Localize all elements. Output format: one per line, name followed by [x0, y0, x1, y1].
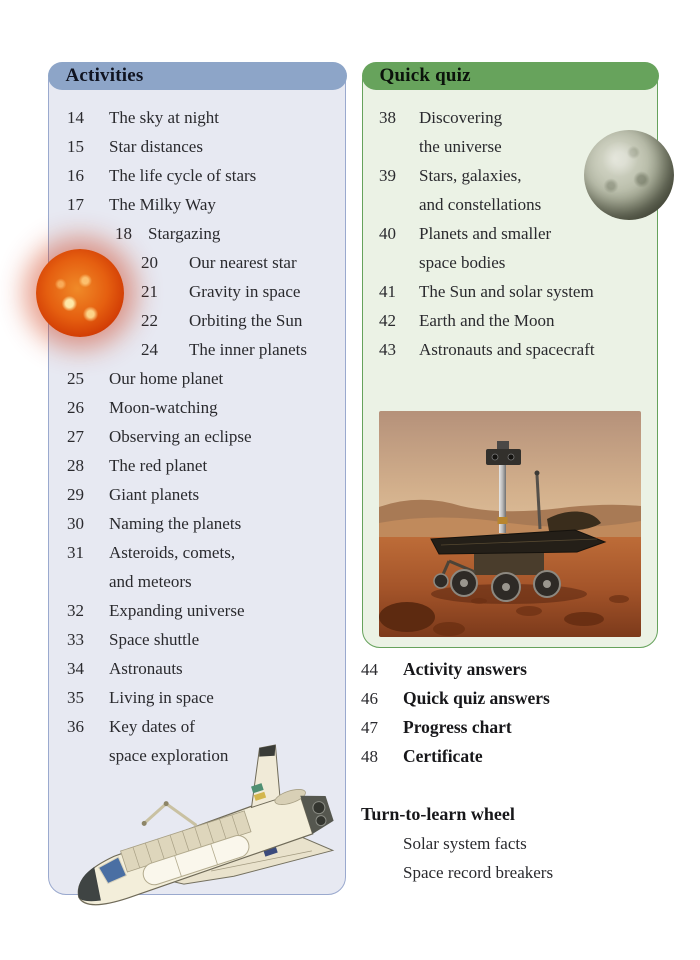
- toc-row: [49, 625, 345, 654]
- toc-label: Earth and the Moon: [419, 311, 555, 330]
- toc-row: [49, 393, 345, 422]
- space-shuttle-cutaway-illustration: [55, 742, 355, 912]
- page-number: 43: [379, 340, 396, 359]
- page-number: 41: [379, 282, 396, 301]
- toc-label: Asteroids, comets,: [109, 543, 236, 562]
- page-number: 26: [67, 398, 84, 417]
- activities-title: Activities: [65, 64, 144, 86]
- page-number: 15: [67, 137, 84, 156]
- toc-label: Orbiting the Sun: [189, 311, 303, 330]
- toc-label: The sky at night: [109, 108, 220, 127]
- page-number: 48: [361, 747, 378, 766]
- toc-row: [49, 538, 345, 567]
- wheel-items: [361, 829, 661, 887]
- page-number: 18: [115, 224, 132, 243]
- page-number: 39: [379, 166, 396, 185]
- toc-label: and meteors: [109, 572, 192, 591]
- toc-row: [49, 422, 345, 451]
- toc-row: [49, 480, 345, 509]
- toc-row: [361, 742, 661, 771]
- toc-label: Planets and smaller: [419, 224, 552, 243]
- toc-label: The inner planets: [189, 340, 308, 359]
- toc-row: [49, 596, 345, 625]
- toc-label: Gravity in space: [189, 282, 301, 301]
- toc-label: Expanding universe: [109, 601, 245, 620]
- page-number: 31: [67, 543, 84, 562]
- toc-label: Certificate: [403, 746, 483, 766]
- mars-rover-photo: [379, 411, 641, 637]
- toc-label: Progress chart: [403, 717, 512, 737]
- page-number: 14: [67, 108, 84, 127]
- page-number: 44: [361, 660, 378, 679]
- toc-label: Observing an eclipse: [109, 427, 252, 446]
- page-number: 33: [67, 630, 84, 649]
- back-matter-list: [361, 655, 661, 771]
- toc-row: [363, 219, 657, 248]
- page-number: 47: [361, 718, 378, 737]
- wheel-item: Space record breakers: [403, 863, 554, 882]
- wheel-item: Solar system facts: [403, 834, 527, 853]
- page-number: 28: [67, 456, 84, 475]
- page-number: 40: [379, 224, 396, 243]
- toc-label: Key dates of: [109, 717, 195, 736]
- page-number: 32: [67, 601, 84, 620]
- page-number: 22: [141, 311, 158, 330]
- toc-row-wrap: [363, 248, 657, 277]
- toc-label: space exploration: [109, 746, 229, 765]
- toc-row: [49, 683, 345, 712]
- toc-row: [363, 277, 657, 306]
- toc-label: Our nearest star: [189, 253, 297, 272]
- toc-row: [49, 335, 345, 364]
- toc-row-wrap: [49, 567, 345, 596]
- page-number: 42: [379, 311, 396, 330]
- page-number: 20: [141, 253, 158, 272]
- toc-row: [49, 364, 345, 393]
- toc-label: The red planet: [109, 456, 208, 475]
- wheel-section-title: Turn-to-learn wheel: [361, 804, 515, 824]
- page-number: 38: [379, 108, 396, 127]
- toc-label: Star distances: [109, 137, 203, 156]
- toc-label: The Sun and solar system: [419, 282, 594, 301]
- toc-label: Giant planets: [109, 485, 200, 504]
- toc-row: [361, 655, 661, 684]
- toc-label: Activity answers: [403, 659, 527, 679]
- wheel-section: [361, 800, 661, 887]
- page-number: 29: [67, 485, 84, 504]
- page-number: 35: [67, 688, 84, 707]
- toc-row: [49, 161, 345, 190]
- toc-row: [49, 190, 345, 219]
- toc-row: [49, 451, 345, 480]
- toc-row: [49, 712, 345, 741]
- toc-label: Quick quiz answers: [403, 688, 550, 708]
- activities-header: [48, 62, 347, 90]
- toc-label: Discovering: [419, 108, 503, 127]
- toc-row: [49, 132, 345, 161]
- toc-label: Our home planet: [109, 369, 224, 388]
- toc-label: and constellations: [419, 195, 542, 214]
- toc-label: Stars, galaxies,: [419, 166, 522, 185]
- toc-label: Naming the planets: [109, 514, 242, 533]
- page-number: 30: [67, 514, 84, 533]
- toc-label: space bodies: [419, 253, 506, 272]
- page-number: 21: [141, 282, 158, 301]
- toc-row: [363, 103, 657, 132]
- toc-label: Living in space: [109, 688, 214, 707]
- toc-row: [49, 509, 345, 538]
- moon-photo: [584, 130, 674, 220]
- toc-label: Moon-watching: [109, 398, 218, 417]
- toc-label: The Milky Way: [109, 195, 216, 214]
- page-number: 25: [67, 369, 84, 388]
- sun-photo: [36, 249, 124, 337]
- page-number: 16: [67, 166, 84, 185]
- toc-label: Stargazing: [148, 224, 221, 243]
- toc-label: Astronauts: [109, 659, 183, 678]
- page-number: 24: [141, 340, 158, 359]
- toc-row: [363, 335, 657, 364]
- toc-label: Astronauts and spacecraft: [419, 340, 595, 359]
- page-number: 27: [67, 427, 84, 446]
- toc-row: [49, 219, 345, 248]
- page-number: 17: [67, 195, 84, 214]
- toc-label: The life cycle of stars: [109, 166, 257, 185]
- mars-rover-illustration: [379, 411, 641, 637]
- activities-list: [49, 103, 345, 770]
- page-number: 36: [67, 717, 84, 736]
- toc-row: [361, 713, 661, 742]
- toc-row: [49, 654, 345, 683]
- toc-row: [363, 306, 657, 335]
- toc-row: [361, 684, 661, 713]
- quiz-title: Quick quiz: [379, 64, 471, 86]
- quiz-header: [362, 62, 659, 90]
- toc-row: [49, 103, 345, 132]
- toc-label: Space shuttle: [109, 630, 200, 649]
- page-number: 46: [361, 689, 378, 708]
- page-number: 34: [67, 659, 84, 678]
- toc-label: the universe: [419, 137, 502, 156]
